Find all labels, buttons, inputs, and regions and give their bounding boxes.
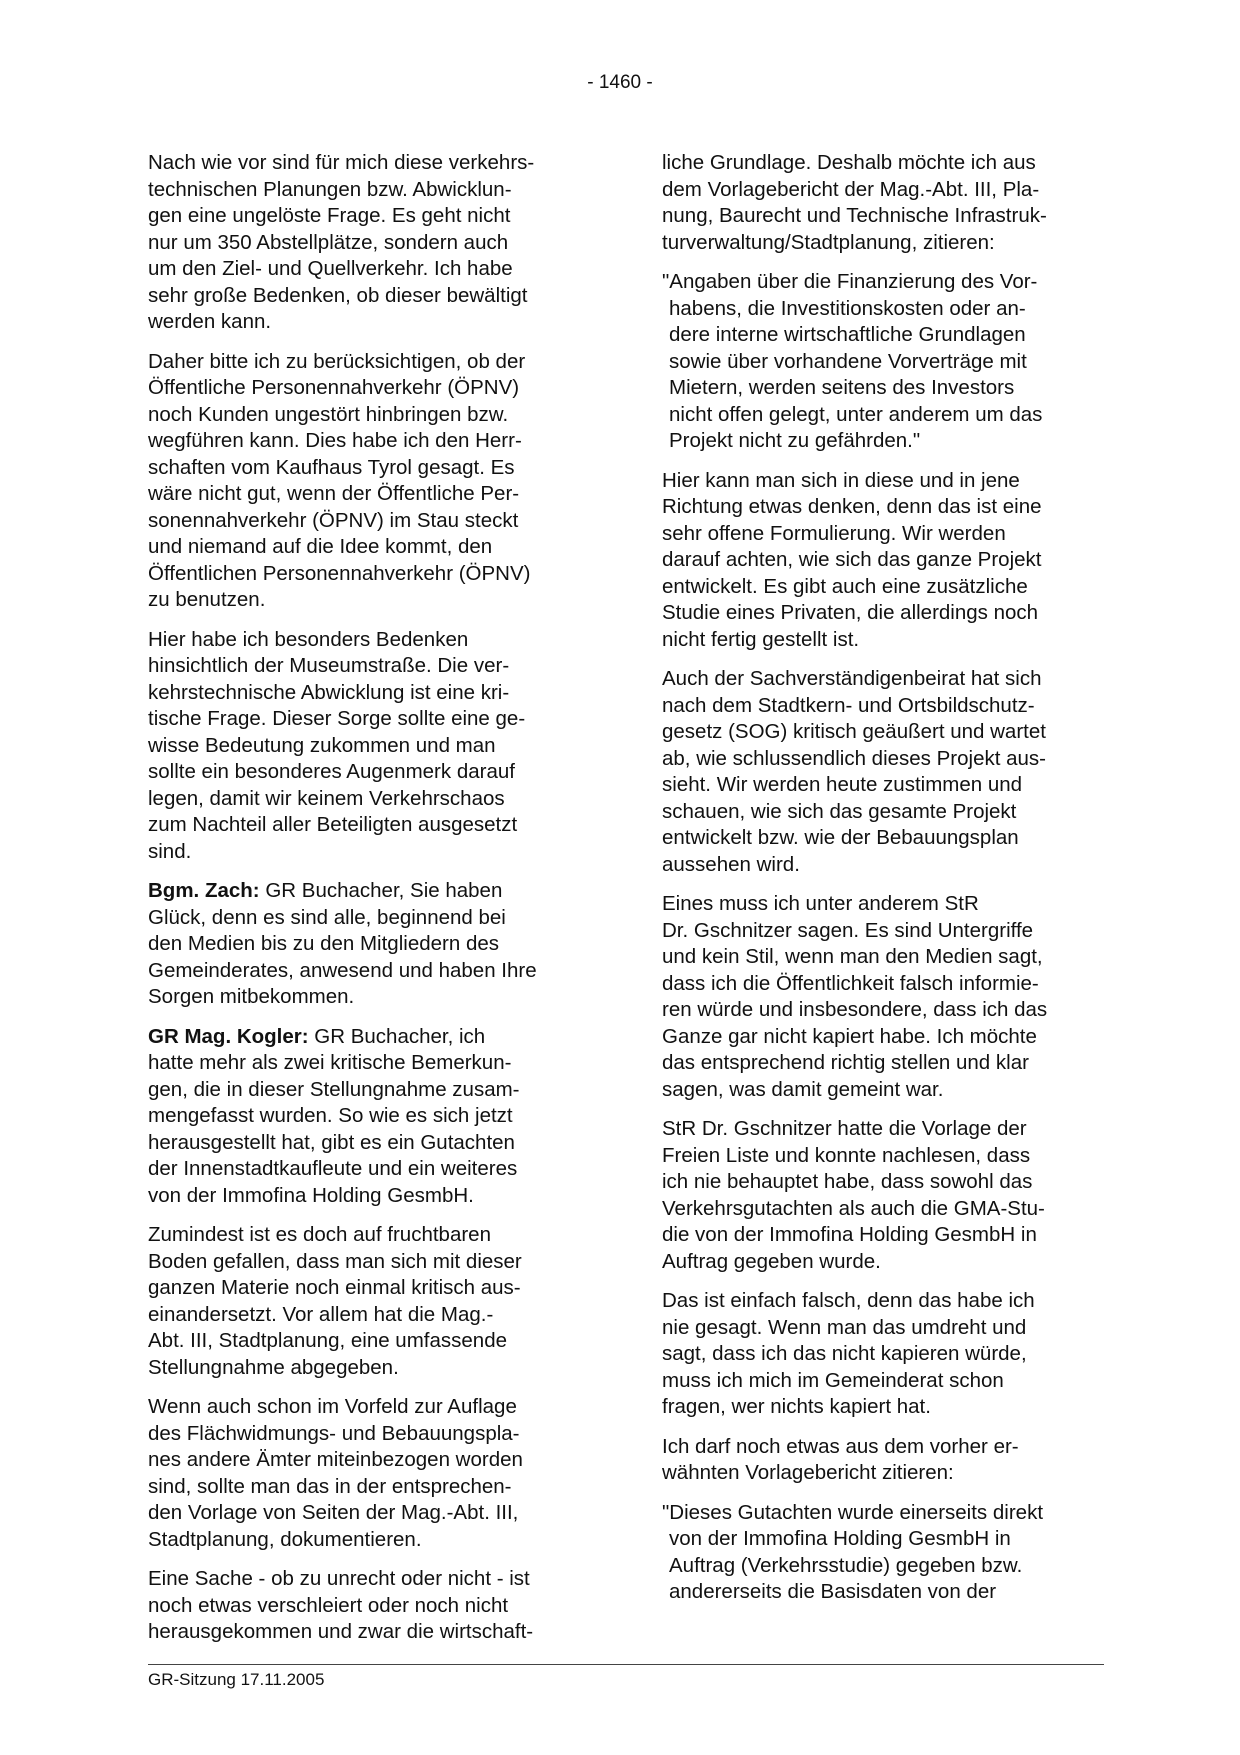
paragraph: Hier kann man sich in diese und in jene Richtung etwas denken, denn das ist eine sehr offene Formulierung. Wir werden darauf achten, wie sich das ganze Projekt entwickelt. Es gibt auch eine zusätzliche Studie eines Privaten, die allerdings noch nicht fertig gestellt ist. (662, 468, 1042, 651)
quote-paragraph: "Angaben über die Finanzierung des Vor- habens, die Investitionskosten oder an- dere interne wirtschaftliche Grundlagen sowie über vorhandene Vorverträge mit Mietern, werden seitens des Investors nicht offen gelegt, unter anderem um das Projekt nicht zu gefährden." (662, 270, 1043, 452)
speaker-name: Bgm. Zach: (148, 879, 260, 902)
paragraph: Hier habe ich besonders Bedenken hinsichtlich der Museumstraße. Die ver- kehrstechnische Abwicklung ist eine kri- tische Frage. Dieser Sorge sollte eine ge- wisse Bedeutung zukommen und man sollte ein besonderes Augenmerk darauf legen, damit wir keinem Verkehrschaos zum Nachteil aller Beteiligten ausgesetzt sind. (148, 627, 526, 863)
speaker-paragraph (148, 1024, 588, 1210)
speaker-text: GR Buchacher, ich hatte mehr als zwei kritische Bemerkun- gen, die in dieser Stellungnahme zusam- mengefasst wurden. So wie es sich jetzt herausgestellt hat, gibt es ein Gutachten der Innenstadtkaufleute und ein weiteres von der Immofina Holding GesmbH. (148, 1024, 520, 1207)
speaker-paragraph (148, 878, 588, 1011)
paragraph: liche Grundlage. Deshalb möchte ich aus dem Vorlagebericht der Mag.-Abt. III, Pla- nung, Baurecht und Technische Infrastruk- turverwaltung/Stadtplanung, zitieren: (662, 151, 1047, 254)
paragraph: StR Dr. Gschnitzer hatte die Vorlage der Freien Liste und konnte nachlesen, dass ich nie behauptet habe, dass sowohl das Verkehrsgutachten als auch die GMA-Stu- die von der Immofina Holding GesmbH in Auftrag gegeben wurde. (662, 1117, 1045, 1273)
paragraph: Zumindest ist es doch auf fruchtbaren Boden gefallen, dass man sich mit dieser ganzen Materie noch einmal kritisch aus- einandersetzt. Vor allem hat die Mag.- Abt. III, Stadtplanung, eine umfassende Stellungnahme abgegeben. (148, 1223, 522, 1379)
footer-divider (148, 1664, 1104, 1665)
paragraph: Eines muss ich unter anderem StR Dr. Gschnitzer sagen. Es sind Untergriffe und kein Stil, wenn man den Medien sagt, dass ich die Öffentlichkeit falsch informie- ren würde und insbesondere, dass ich das Ganze gar nicht kapiert habe. Ich möchte das entsprechend richtig stellen und klar sagen, was damit gemeint war. (662, 892, 1048, 1101)
speaker-name: GR Mag. Kogler: (148, 1024, 309, 1048)
paragraph: Eine Sache - ob zu unrecht oder nicht - ist noch etwas verschleiert oder noch nicht herausgekommen und zwar die wirtschaft- (148, 1567, 534, 1643)
paragraph: Wenn auch schon im Vorfeld zur Auflage des Flächwidmungs- und Bebauungspla- nes andere Ämter miteinbezogen worden sind, sollte man das in der entsprechen- den Vorlage von Seiten der Mag.-Abt. III, Stadtplanung, dokumentieren. (148, 1395, 523, 1551)
page-number: - 1460 - (587, 72, 653, 93)
paragraph: Daher bitte ich zu berücksichtigen, ob der Öffentliche Personennahverkehr (ÖPNV) noch Kunden ungestört hinbringen bzw. wegführen kann. Dies habe ich den Herr- schaften vom Kaufhaus Tyrol gesagt. Es wäre nicht gut, wenn der Öffentliche Per- sonennahverkehr (ÖPNV) im Stau steckt und niemand auf die Idee kommt, den Öffentlichen Personennahverkehr (ÖPNV) zu benutzen. (148, 349, 531, 611)
left-column (148, 150, 588, 1659)
right-column (662, 150, 1107, 1619)
paragraph: Das ist einfach falsch, denn das habe ich nie gesagt. Wenn man das umdreht und sagt, dass ich das nicht kapieren würde, muss ich mich im Gemeinderat schon fragen, wer nichts kapiert hat. (662, 1289, 1035, 1418)
paragraph: Auch der Sachverständigenbeirat hat sich nach dem Stadtkern- und Ortsbildschutz- gesetz (SOG) kritisch geäußert und wartet ab, wie schlussendlich dieses Projekt aus- sieht. Wir werden heute zustimmen und schauen, wie sich das gesamte Projekt entwickelt bzw. wie der Bebauungsplan aussehen wird. (662, 667, 1046, 876)
footer-session-date: GR-Sitzung 17.11.2005 (148, 1670, 325, 1689)
speaker-text: GR Buchacher, Sie haben Glück, denn es sind alle, beginnend bei den Medien bis zu den Mitgliedern des Gemeinderates, anwesend und haben Ihre Sorgen mitbekommen. (148, 879, 537, 1008)
quote-paragraph: "Dieses Gutachten wurde einerseits direkt von der Immofina Holding GesmbH in Auftrag (Verkehrsstudie) gegeben bzw. andererseits die Basisdaten von der (662, 1500, 1044, 1603)
paragraph: Ich darf noch etwas aus dem vorher er- wähnten Vorlagebericht zitieren: (662, 1434, 1019, 1484)
paragraph: Nach wie vor sind für mich diese verkehrs- technischen Planungen bzw. Abwicklun- gen eine ungelöste Frage. Es geht nicht nur um 350 Abstellplätze, sondern auch um den Ziel- und Quellverkehr. Ich habe sehr große Bedenken, ob dieser bewältigt werden kann. (148, 151, 535, 333)
